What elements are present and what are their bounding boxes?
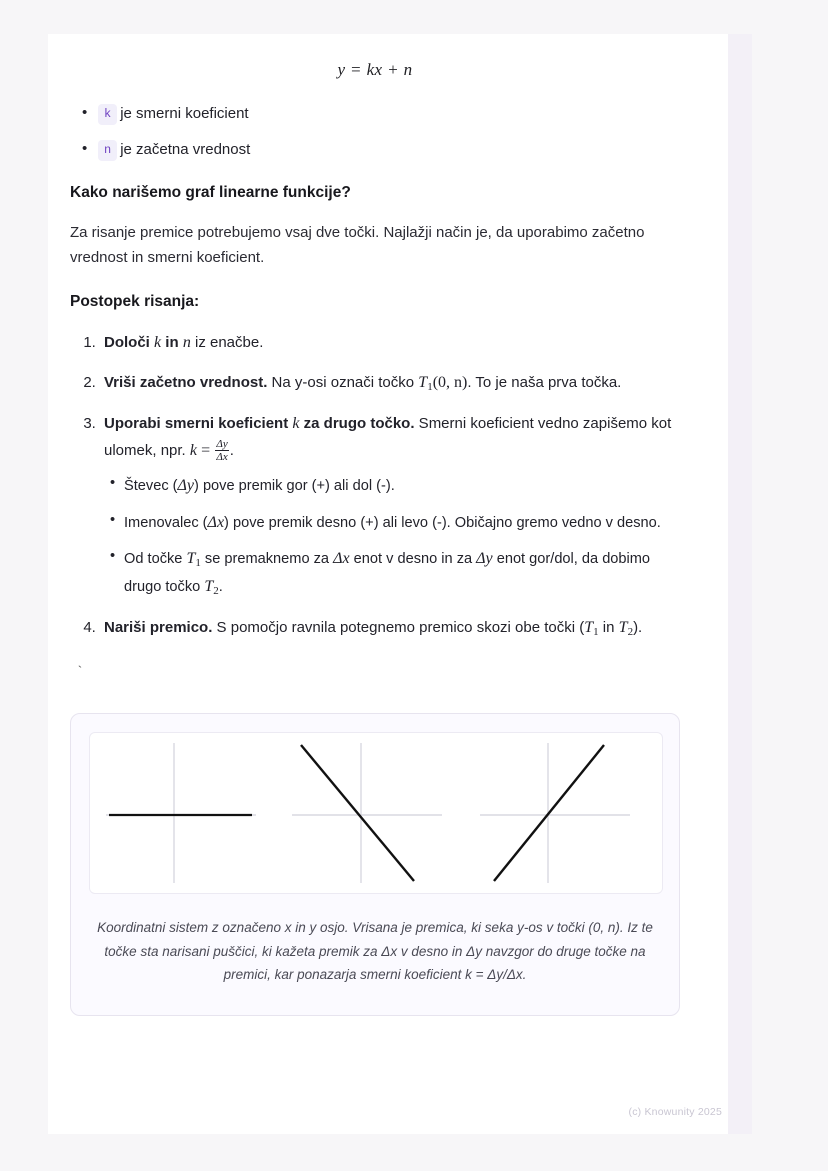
step-4-p2-sub: 2 — [627, 626, 634, 639]
step-2-point-sub: 1 — [427, 381, 433, 394]
step-2-text-2: . To je naša prva točka. — [467, 374, 622, 392]
step-4-text-1: S pomočjo ravnila potegnemo premico skozi obe točki ( — [212, 619, 585, 637]
definition-list — [70, 102, 680, 162]
step-1-var-b: n — [182, 334, 191, 352]
step-4 — [100, 614, 680, 642]
sublist-item-2 — [124, 509, 680, 537]
code-chip-k: k — [98, 104, 117, 125]
fraction-denominator: Δx — [216, 451, 228, 464]
step-2-text-1: Na y-osi označi točko — [267, 374, 419, 392]
sub3-text-3: enot v desno in za — [349, 551, 477, 568]
step-3-eq-k: k — [189, 442, 197, 460]
definition-text-n: je začetna vrednost — [120, 141, 251, 159]
sublist-item-3 — [124, 545, 680, 601]
sub2-text-1: Imenovalec ( — [124, 514, 208, 531]
sub1-text-1: Števec ( — [124, 478, 178, 495]
fraction-numerator: Δy — [216, 438, 228, 451]
coordinate-systems-figure — [89, 732, 663, 894]
step-4-p2: T — [618, 619, 628, 637]
step-4-text-2: in — [598, 619, 619, 637]
right-rail — [728, 34, 752, 1134]
step-3 — [100, 410, 680, 601]
sub3-text-1: Od točke — [124, 551, 187, 568]
sub3-math-3: Δy — [476, 550, 493, 568]
sub3-math: T — [186, 550, 196, 568]
stray-backtick: ` — [76, 663, 84, 679]
step-4-text-3: ). — [633, 619, 643, 637]
figure-caption: Koordinatni sistem z označeno x in y osjo. Vrisana je premica, ki seka y-os v točki (0, n). Iz te točke sta narisani puščici, ki kažeta premik za Δx v desno in Δy navzgor do druge točke na premici, kar ponazarja smerni koeficient k = Δy/Δx. — [97, 919, 653, 983]
step-2 — [100, 369, 680, 397]
main-formula-text: y = kx + n — [337, 60, 413, 79]
sub2-math: Δx — [207, 513, 225, 531]
procedure-steps — [70, 329, 680, 642]
step-2-point-args: (0, n) — [432, 374, 468, 392]
step-1-var-a: k — [154, 334, 162, 352]
step-3-sublist — [104, 472, 680, 601]
step-4-bold: Nariši premico. — [104, 619, 213, 637]
list-item — [98, 102, 680, 125]
step-3-eq-sign: = — [201, 442, 211, 460]
step-3-tail: . — [229, 442, 234, 460]
sub3-math-4-sub: 2 — [213, 585, 219, 598]
figure-card — [70, 713, 680, 1016]
step-2-bold: Vriši začetno vrednost. — [104, 374, 268, 392]
code-chip-n: n — [98, 140, 117, 161]
step-3-fraction — [215, 438, 228, 463]
main-formula — [70, 60, 680, 80]
document-content — [48, 34, 702, 1134]
sub1-text-2: ) pove premik gor (+) ali dol (-). — [194, 478, 395, 495]
step-2-point: T — [418, 374, 428, 392]
list-item — [98, 138, 680, 161]
sub3-math-2: Δx — [333, 550, 350, 568]
sub1-math: Δy — [177, 477, 195, 495]
sublist-item-1 — [124, 472, 680, 500]
sub3-math-sub: 1 — [195, 557, 201, 570]
step-1 — [100, 329, 680, 356]
sub3-text-4: enot gor/dol, da dobimo drugo točko — [124, 551, 651, 596]
heading-graph: Kako narišemo graf linearne funkcije? — [70, 183, 351, 201]
step-4-p1: T — [584, 619, 594, 637]
definition-text-k: je smerni koeficient — [120, 105, 249, 122]
step-3-bold-1: Uporabi smerni koeficient — [104, 414, 289, 432]
sub2-text-2: ) pove premik desno (+) ali levo (-). Običajno gremo vedno v desno. — [224, 514, 661, 531]
step-1-rest: iz enačbe. — [190, 334, 264, 352]
step-3-var: k — [292, 414, 300, 432]
step-4-p1-sub: 1 — [593, 626, 599, 639]
copyright-notice: (c) Knowunity 2025 — [628, 1106, 722, 1118]
heading-procedure: Postopek risanja: — [70, 293, 200, 311]
document-sheet — [48, 34, 752, 1134]
sub3-text-2: se premaknemo za — [200, 551, 334, 568]
step-3-text: Smerni koeficient vedno zapišemo kot ulomek, npr. — [104, 414, 672, 460]
paragraph-intro: Za risanje premice potrebujemo vsaj dve točki. Najlažji način je, da uporabimo začetno vrednost in smerni koeficient. — [70, 223, 645, 267]
sub3-math-4: T — [204, 578, 214, 596]
step-1-bold: Določi — [104, 334, 150, 352]
sub3-text-5: . — [218, 579, 223, 596]
step-3-bold-2: za drugo točko. — [303, 414, 415, 432]
step-1-conj: in — [165, 334, 179, 352]
